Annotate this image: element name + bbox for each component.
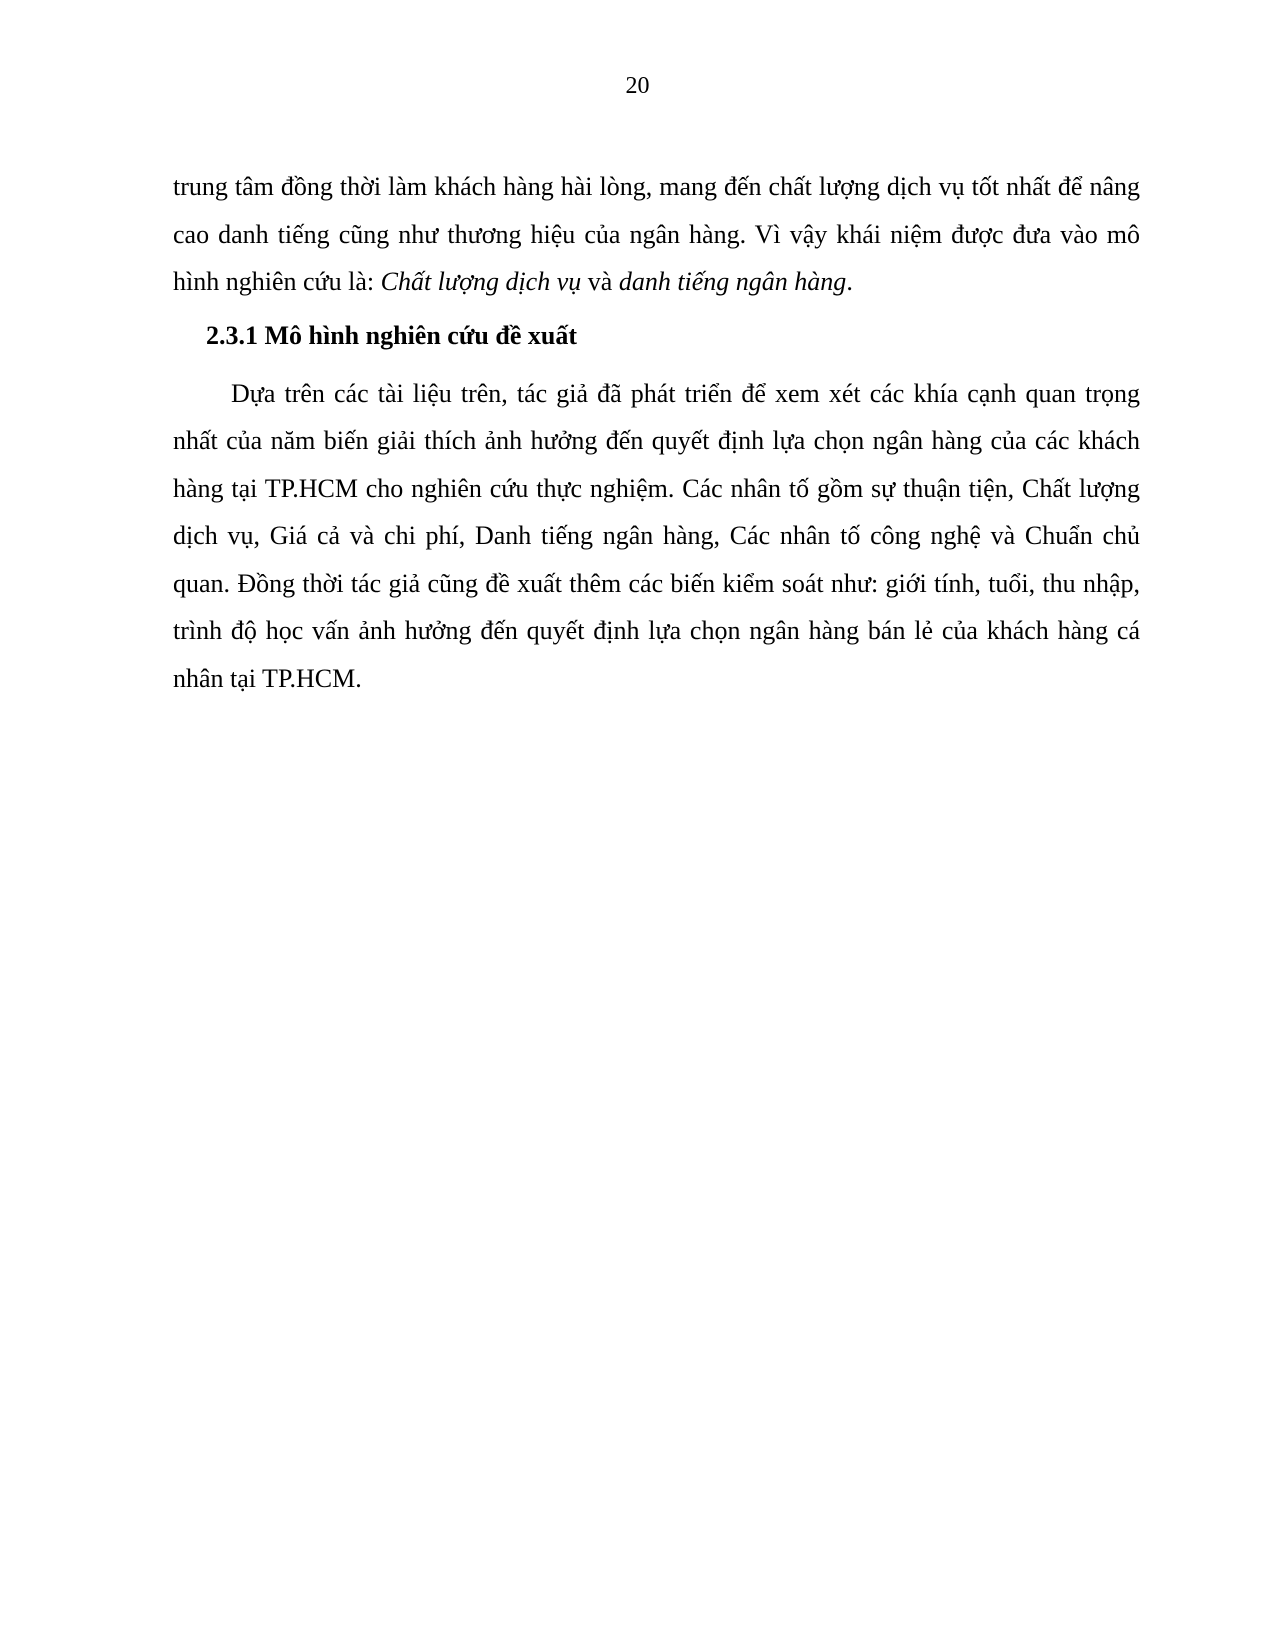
- section-heading: 2.3.1 Mô hình nghiên cứu đề xuất: [206, 320, 578, 350]
- section-paragraph: Dựa trên các tài liệu trên, tác giả đã phát triển để xem xét các khía cạnh quan trọng nhất của năm biến giải thích ảnh hưởng đến quyết định lựa chọn ngân hàng của các khách hàng tại TP.HCM cho nghiên cứu thực nghiệm. Các nhân tố gồm sự thuận tiện, Chất lượng dịch vụ, Giá cả và chi phí, Danh tiếng ngân hàng, Các nhân tố công nghệ và Chuẩn chủ quan. Đồng thời tác giả cũng đề xuất thêm các biến kiểm soát như: giới tính, tuổi, thu nhập, trình độ học vấn ảnh hưởng đến quyết định lựa chọn ngân hàng bán lẻ của khách hàng cá nhân tại TP.HCM.: [173, 378, 1140, 693]
- page-number: 20: [625, 73, 650, 99]
- intro-paragraph: [173, 163, 1140, 306]
- intro-italic-bank-reputation: danh tiếng ngân hàng: [618, 267, 847, 296]
- page-content: [173, 163, 1140, 702]
- intro-italic-service-quality: Chất lượng dịch vụ: [380, 267, 582, 296]
- intro-text-3: .: [846, 267, 853, 296]
- intro-text-2: và: [581, 267, 619, 296]
- intro-text-1: trung tâm đồng thời làm khách hàng hài lòng, mang đến chất lượng dịch vụ tốt nhất để nâng cao danh tiếng cũng như thương hiệu của ngân hàng. Vì vậy khái niệm được đưa vào mô hình nghiên cứu là:: [173, 172, 1140, 296]
